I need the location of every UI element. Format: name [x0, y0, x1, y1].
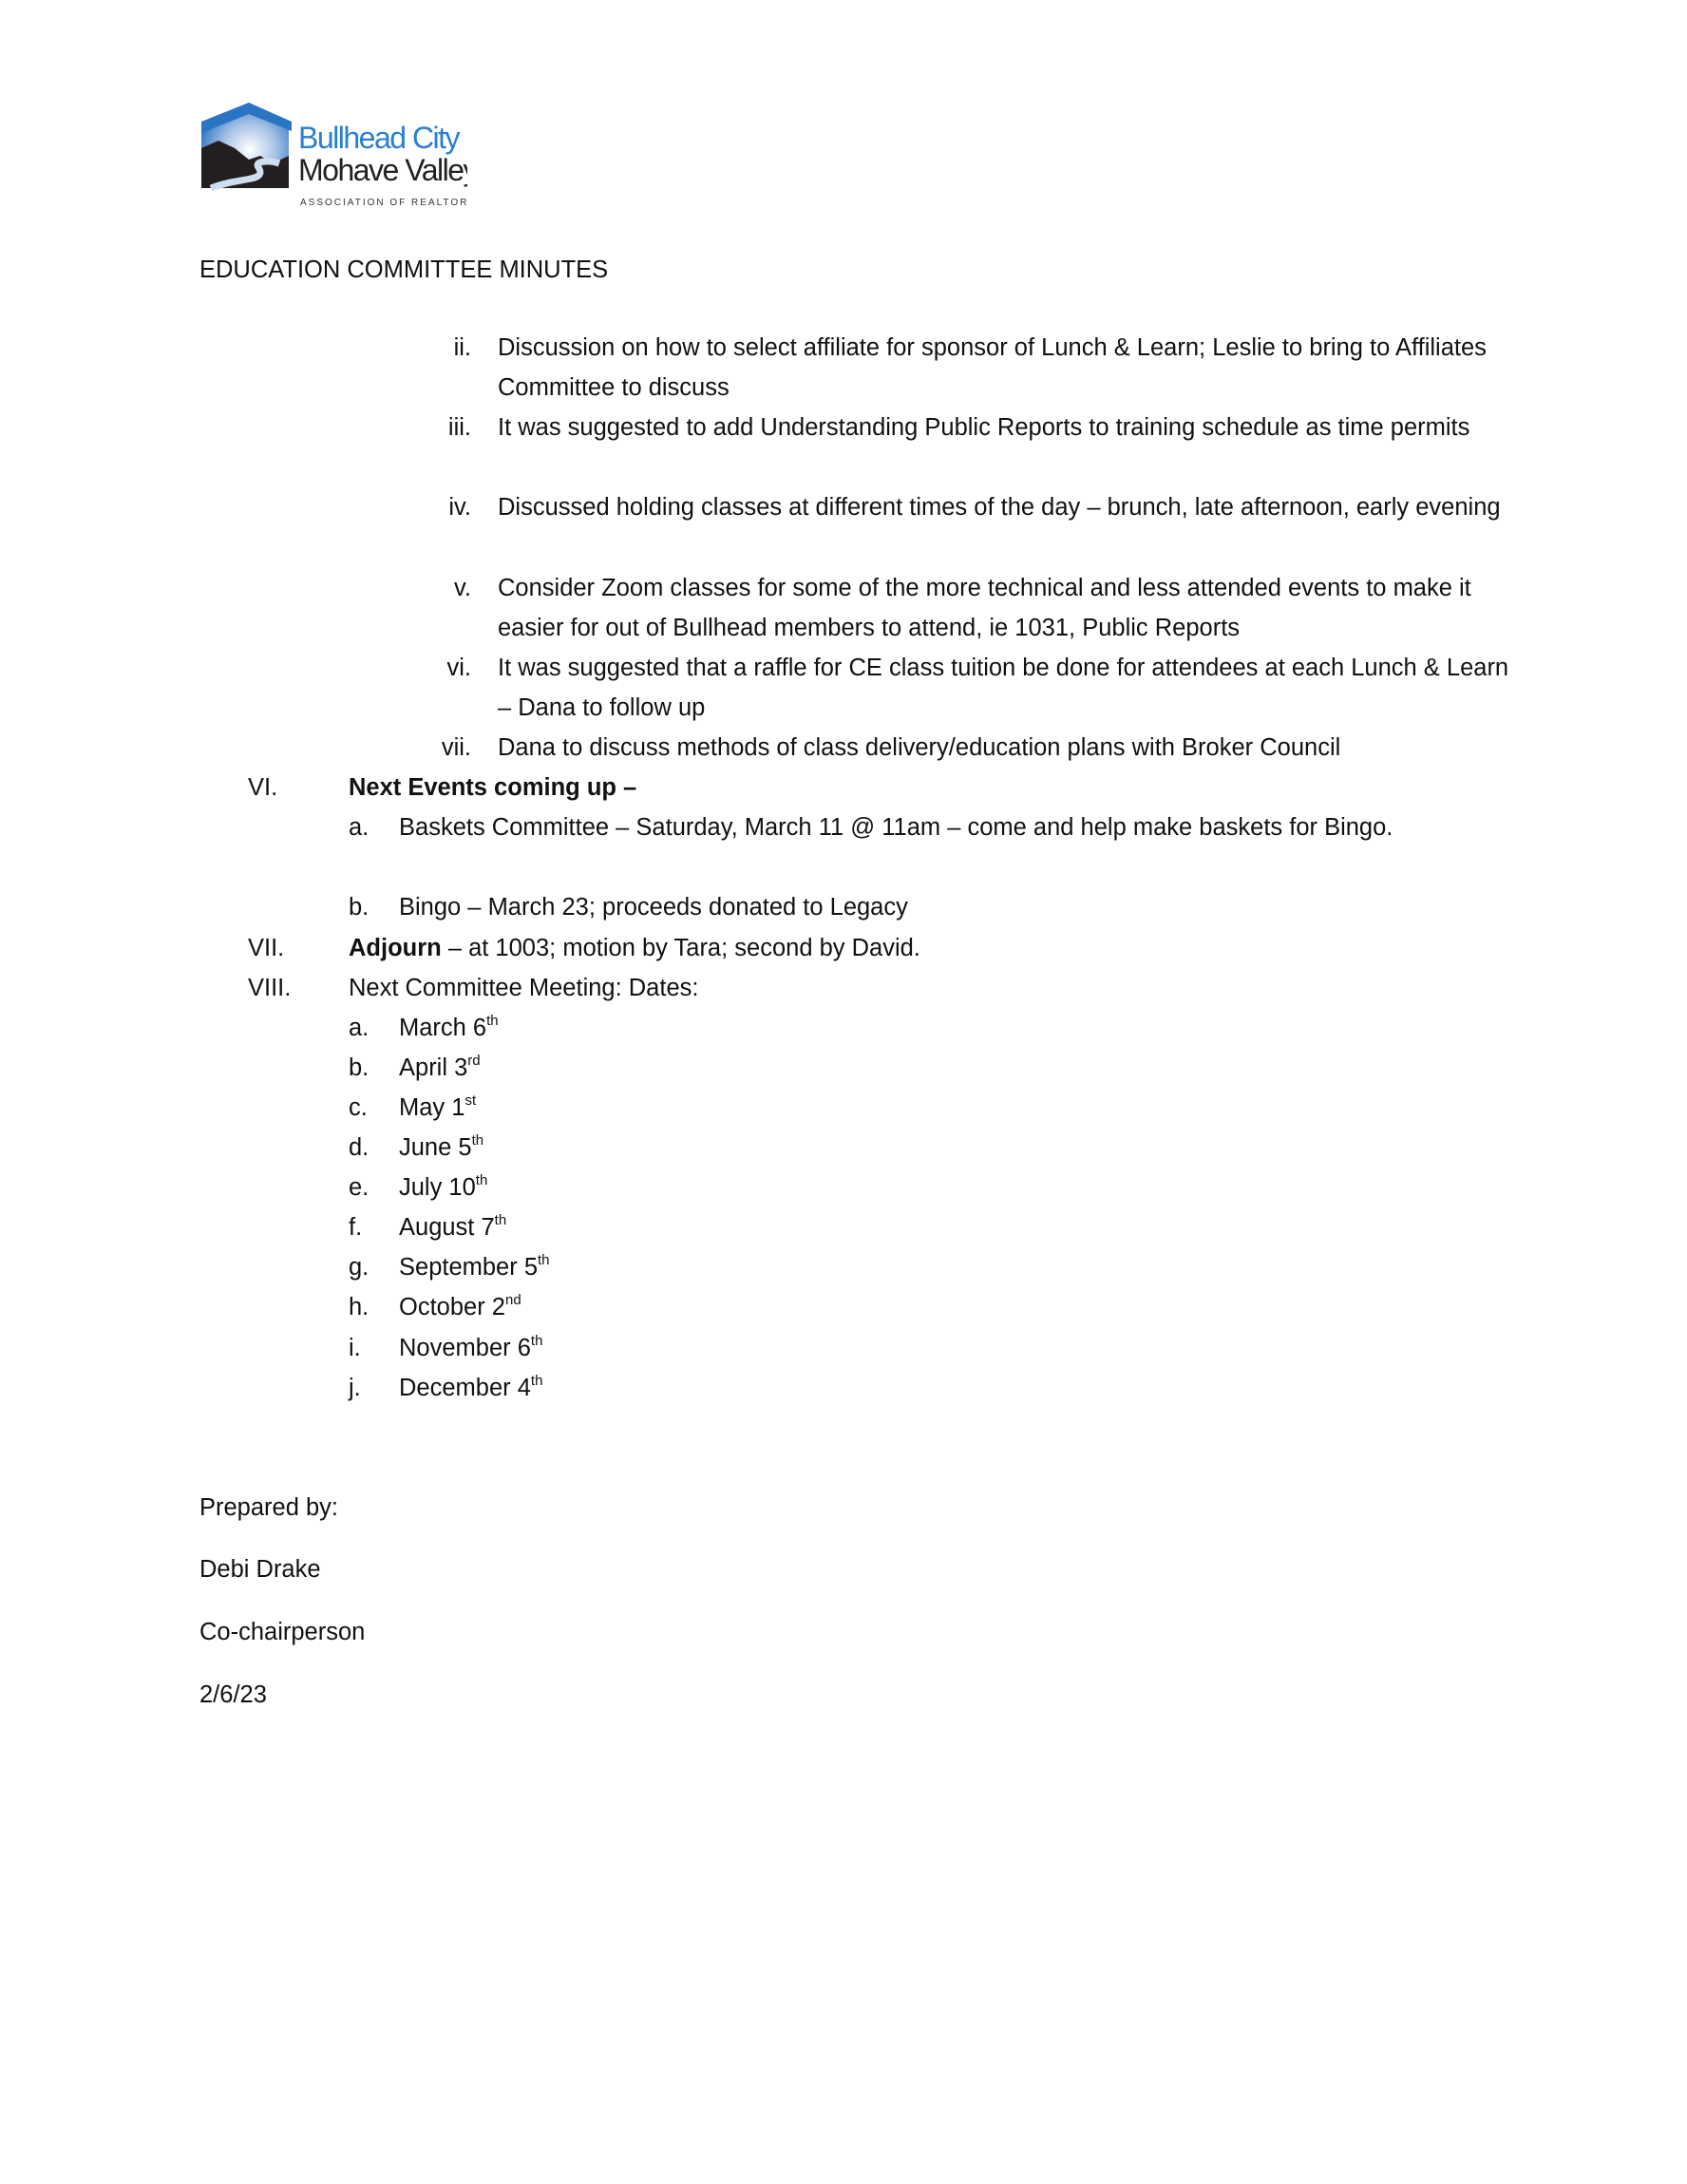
svg-text:ASSOCIATION OF REALTORS®: ASSOCIATION OF REALTORS® [300, 198, 467, 208]
sub-item [0, 328, 1687, 401]
meeting-date [0, 1008, 1687, 1048]
meeting-date [0, 1128, 1687, 1168]
list-text: Discussed holding classes at different times of the day – brunch, late afternoon, early evening [498, 494, 1501, 522]
event-item [0, 887, 1687, 927]
date-text: June 5 [399, 1134, 472, 1161]
list-text [399, 1048, 1491, 1088]
date-text: September 5 [399, 1254, 539, 1282]
list-text: It was suggested that a raffle for CE class tuition be done for attendees at each Lunch & Learn – Dana to follow up [498, 654, 1509, 721]
meeting-date [0, 1088, 1687, 1128]
date-text: May 1 [399, 1093, 465, 1121]
preparer-name: Debi Drake [199, 1556, 321, 1583]
list-marker: a. [349, 814, 370, 842]
section-next-meeting [0, 968, 1687, 1008]
list-text [399, 1088, 1491, 1128]
list-marker: a. [349, 1014, 370, 1041]
list-marker: VIII. [248, 974, 292, 1001]
list-marker: g. [349, 1254, 370, 1282]
prepared-date: 2/6/23 [199, 1681, 267, 1708]
list-text [399, 1328, 1491, 1368]
ordinal-suffix: th [538, 1252, 550, 1269]
date-text: March 6 [399, 1014, 487, 1041]
association-logo [201, 101, 467, 217]
meeting-date [0, 1368, 1687, 1408]
date-text: December 4 [399, 1374, 531, 1401]
list-marker: h. [349, 1294, 370, 1321]
list-marker: i. [349, 1334, 361, 1361]
ordinal-suffix: nd [504, 1292, 521, 1309]
section-next-events [0, 768, 1687, 807]
list-marker: c. [349, 1093, 368, 1121]
list-text: Bingo – March 23; proceeds donated to Legacy [399, 894, 908, 921]
meeting-date [0, 1287, 1687, 1327]
list-text [349, 928, 1488, 968]
list-marker: vi. [446, 654, 471, 681]
date-text: April 3 [399, 1054, 468, 1081]
adjourn-details: – at 1003; motion by Tara; second by David. [441, 934, 920, 961]
ordinal-suffix: th [530, 1332, 543, 1349]
list-text [399, 1008, 1491, 1048]
list-text: Discussion on how to select affiliate for sponsor of Lunch & Learn; Leslie to bring to Affiliates Committee to discuss [498, 334, 1487, 401]
list-text [349, 768, 1488, 807]
event-item [0, 807, 1687, 847]
svg-text:Bullhead City: Bullhead City [298, 121, 460, 155]
date-text: November 6 [399, 1334, 531, 1361]
list-marker: iii. [447, 414, 471, 442]
ordinal-suffix: th [486, 1012, 499, 1029]
sub-item [0, 568, 1687, 641]
list-marker: b. [349, 1054, 370, 1081]
section-adjourn [0, 928, 1687, 968]
preparer-role: Co-chairperson [199, 1619, 366, 1645]
ordinal-suffix: th [475, 1172, 488, 1189]
prepared-by-label: Prepared by: [199, 1494, 339, 1521]
section-heading: Next Events coming up – [349, 774, 637, 802]
meeting-date [0, 1247, 1687, 1287]
list-marker: f. [349, 1214, 363, 1242]
ordinal-suffix: th [530, 1372, 543, 1389]
list-marker: e. [349, 1174, 370, 1202]
list-text: Dana to discuss methods of class delivery/education plans with Broker Council [498, 734, 1341, 761]
list-marker: iv. [448, 494, 471, 522]
list-text: Baskets Committee – Saturday, March 11 @ 11am – come and help make baskets for Bingo. [399, 814, 1393, 842]
sub-item [0, 408, 1687, 447]
list-marker: VI. [248, 774, 278, 802]
ordinal-suffix: rd [467, 1052, 481, 1069]
meeting-date [0, 1207, 1687, 1247]
list-text: Consider Zoom classes for some of the more technical and less attended events to make it easier for out of Bullhead members to attend, ie 1031, Public Reports [498, 574, 1471, 641]
list-text [399, 1287, 1491, 1327]
svg-text:Mohave Valley: Mohave Valley [298, 153, 467, 187]
sub-item [0, 728, 1687, 768]
section-heading: Adjourn [349, 934, 442, 961]
document-title: EDUCATION COMMITTEE MINUTES [199, 256, 609, 283]
list-text [399, 1247, 1491, 1287]
list-text [399, 1168, 1491, 1207]
date-text: July 10 [399, 1174, 476, 1202]
sub-item [0, 487, 1687, 527]
list-marker: d. [349, 1134, 370, 1161]
list-text: Next Committee Meeting: Dates: [349, 974, 699, 1001]
date-text: October 2 [399, 1294, 505, 1321]
list-marker: v. [454, 574, 471, 601]
list-text [399, 1207, 1491, 1247]
date-text: August 7 [399, 1214, 495, 1242]
sub-item [0, 648, 1687, 721]
meeting-date [0, 1048, 1687, 1088]
list-marker: vii. [441, 734, 471, 761]
meeting-date [0, 1168, 1687, 1207]
meeting-date [0, 1328, 1687, 1368]
list-marker: j. [349, 1374, 361, 1401]
list-text: It was suggested to add Understanding Public Reports to training schedule as time permits [498, 414, 1470, 442]
list-marker: b. [349, 894, 370, 921]
list-marker: ii. [453, 334, 471, 361]
list-text [399, 1128, 1491, 1168]
ordinal-suffix: st [464, 1092, 477, 1109]
list-text [399, 1368, 1491, 1408]
ordinal-suffix: th [471, 1132, 484, 1149]
ordinal-suffix: th [494, 1212, 507, 1229]
list-marker: VII. [248, 934, 285, 961]
